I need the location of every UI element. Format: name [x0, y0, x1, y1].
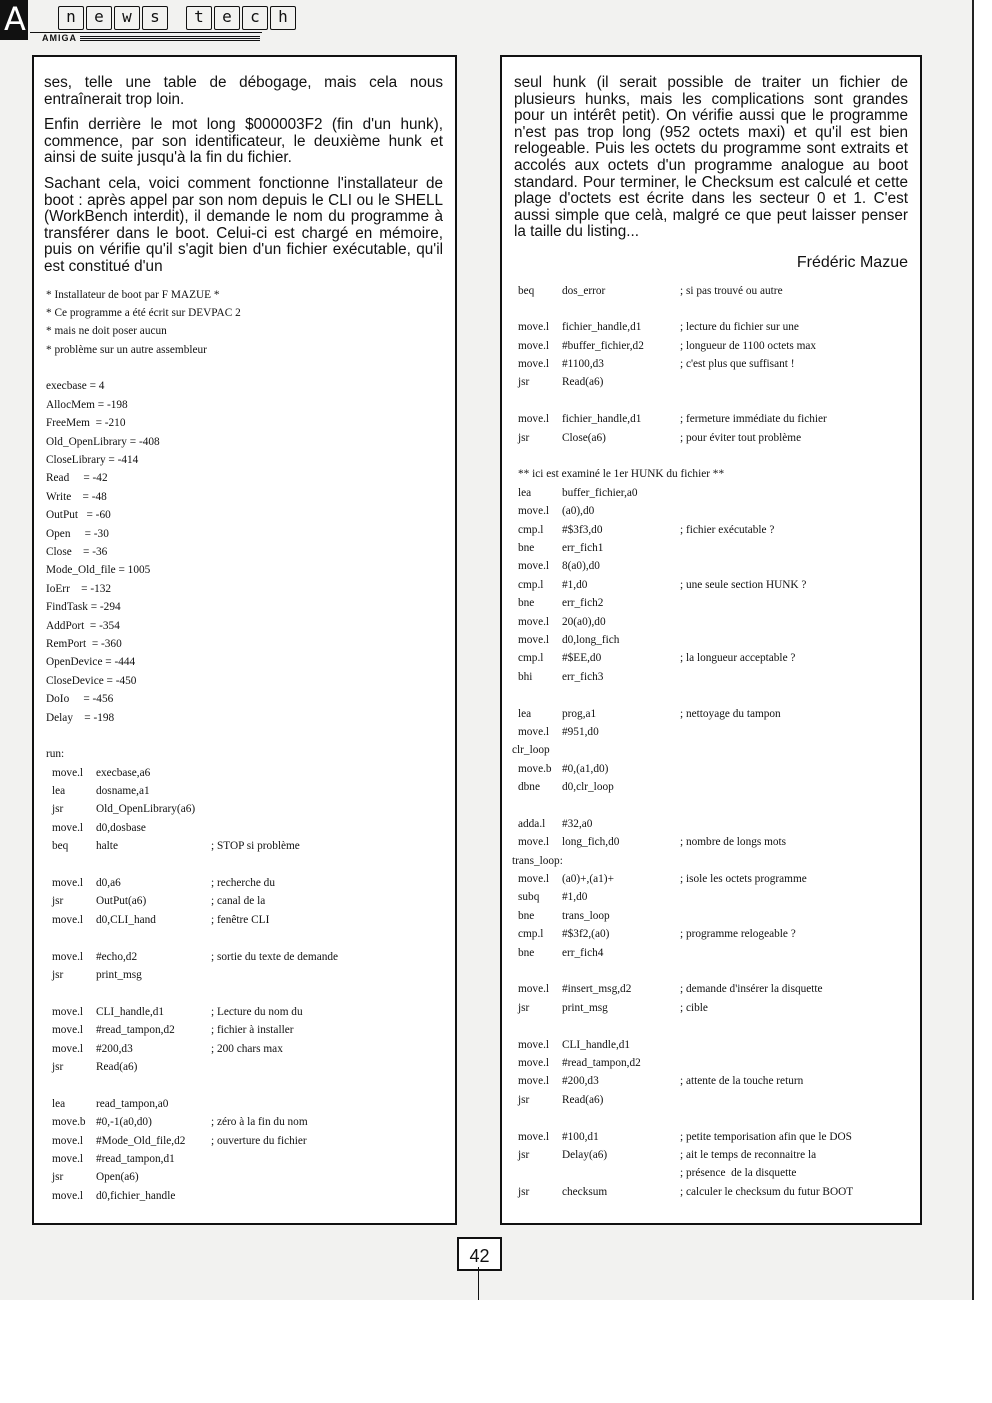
code-operand: trans_loop: [562, 909, 610, 922]
code-line: FindTask = -294: [46, 601, 121, 614]
code-operand: #1,d0: [562, 578, 588, 591]
code-opcode: jsr: [518, 1148, 530, 1161]
code-spacer: [512, 447, 920, 465]
code-line: [46, 764, 455, 782]
code-operand: 20(a0),d0: [562, 615, 606, 628]
left-column: [32, 55, 457, 1225]
logo-spacer: [170, 6, 184, 28]
code-line: [512, 1164, 920, 1182]
code-opcode: move.l: [518, 983, 550, 996]
code-opcode: move.l: [518, 358, 550, 371]
code-opcode: move.l: [518, 1056, 550, 1069]
code-line: CloseLibrary = -414: [46, 454, 139, 467]
code-spacer: [512, 796, 920, 814]
code-line: IoErr = -132: [46, 582, 112, 595]
code-line: RemPort = -360: [46, 637, 122, 650]
code-operand: print_msg: [562, 1001, 608, 1014]
code-opcode: jsr: [52, 968, 64, 981]
code-comment: ; programme relogeable ?: [680, 928, 796, 941]
code-opcode: move.l: [52, 1134, 84, 1147]
code-line: [512, 1072, 920, 1090]
code-operand: Old_OpenLibrary(a6): [96, 803, 196, 816]
code-line: [512, 557, 920, 575]
code-line: Close = -36: [46, 546, 108, 558]
code-opcode: cmp.l: [518, 928, 544, 941]
logo-letter-box: e: [214, 6, 240, 30]
code-opcode: cmp.l: [518, 652, 544, 665]
code-line: [512, 1054, 920, 1072]
code-operand: #0,-1(a0,d0): [96, 1116, 152, 1129]
code-operand: #100,d1: [562, 1130, 599, 1143]
code-line: [512, 723, 920, 741]
code-comment: ; calculer le checksum du futur BOOT: [680, 1185, 854, 1198]
code-opcode: jsr: [518, 1185, 530, 1198]
code-line: [512, 613, 920, 631]
code-opcode: move.l: [52, 766, 84, 779]
code-operand: (a0)+,(a1)+: [562, 873, 614, 886]
code-spacer: [512, 392, 920, 410]
logo-letter-box: c: [242, 6, 268, 30]
logo-letter-box: h: [270, 6, 296, 30]
code-spacer: [512, 686, 920, 704]
code-comment: ; la longueur acceptable ?: [680, 652, 796, 665]
code-opcode: move.l: [52, 1152, 84, 1165]
code-comment: ; présence de la disquette: [680, 1167, 797, 1180]
code-line: [512, 576, 920, 594]
code-operand: read_tampon,a0: [96, 1097, 169, 1110]
code-operand: dosname,a1: [96, 785, 150, 798]
code-opcode: dbne: [518, 781, 540, 794]
code-line: [512, 649, 920, 667]
code-operand: 8(a0),d0: [562, 560, 600, 573]
code-line: [46, 1040, 455, 1058]
code-line: [512, 760, 920, 778]
code-line: [46, 1058, 455, 1076]
code-operand: CLI_handle,d1: [562, 1038, 631, 1051]
code-line: [46, 800, 455, 818]
code-operand: buffer_fichier,a0: [562, 486, 638, 499]
code-operand: halte: [96, 840, 118, 853]
code-line: [512, 1146, 920, 1164]
code-line: execbase = 4: [46, 380, 105, 393]
code-line: [46, 948, 455, 966]
code-line: Old_OpenLibrary = -408: [46, 435, 160, 448]
code-operand: #read_tampon,d2: [562, 1056, 641, 1069]
code-line: Mode_Old_file = 1005: [46, 564, 151, 577]
code-opcode: subq: [518, 891, 540, 904]
code-line: Delay = -198: [46, 711, 115, 724]
code-line: [46, 892, 455, 910]
code-line: OpenDevice = -444: [46, 656, 136, 669]
code-line: FreeMem = -210: [46, 417, 126, 430]
code-operand: CLI_handle,d1: [96, 1005, 165, 1018]
code-line: [46, 1132, 455, 1150]
code-comment: ; fermeture immédiate du fichier: [680, 413, 827, 426]
code-line: [512, 355, 920, 373]
code-line: [46, 1113, 455, 1131]
magazine-header-logo: [0, 0, 288, 44]
code-opcode: jsr: [52, 803, 64, 816]
code-comment: ; petite temporisation afin que le DOS: [680, 1130, 852, 1143]
logo-letter-box: e: [86, 6, 112, 30]
code-operand: d0,fichier_handle: [96, 1189, 176, 1202]
code-operand: #echo,d2: [96, 950, 138, 963]
code-operand: d0,dosbase: [96, 821, 146, 834]
code-opcode: move.l: [518, 1075, 550, 1088]
code-line: [512, 1128, 920, 1146]
code-line: [512, 594, 920, 612]
code-line: [512, 705, 920, 723]
code-opcode: move.l: [52, 1005, 84, 1018]
code-operand: d0,a6: [96, 877, 121, 890]
code-line: [46, 874, 455, 892]
code-line: [512, 282, 920, 300]
brand-label: AMIGA: [42, 33, 77, 43]
code-line: [46, 911, 455, 929]
code-opcode: jsr: [518, 431, 530, 444]
code-line: [512, 318, 920, 336]
code-comment: ; 200 chars max: [211, 1042, 283, 1055]
code-line: AllocMem = -198: [46, 398, 128, 411]
code-comment: ; canal de la: [211, 895, 266, 908]
code-opcode: move.b: [52, 1116, 86, 1129]
code-opcode: lea: [52, 1097, 66, 1110]
code-opcode: move.l: [518, 725, 550, 738]
code-line: [46, 837, 455, 855]
code-opcode: bne: [518, 542, 535, 554]
code-opcode: move.l: [518, 339, 550, 352]
code-line: ** ici est examiné le 1er HUNK du fichier **: [518, 468, 725, 481]
code-line: [46, 1095, 455, 1113]
code-line: [512, 337, 920, 355]
code-opcode: move.l: [52, 877, 84, 890]
code-operand: Read(a6): [562, 1093, 604, 1106]
code-line: [512, 980, 920, 998]
code-operand: #32,a0: [562, 817, 593, 830]
code-operand: err_fich3: [562, 670, 604, 683]
code-comment: ; ait le temps de reconnaitre la: [680, 1148, 817, 1161]
code-line: [46, 819, 455, 837]
code-line: [512, 925, 920, 943]
code-operand: #read_tampon,d1: [96, 1152, 175, 1165]
code-opcode: jsr: [52, 1060, 64, 1073]
code-comment: ; recherche du: [211, 877, 275, 890]
code-line: * Installateur de boot par F MAZUE *: [46, 288, 220, 301]
code-line: * mais ne doit poser aucun: [46, 325, 167, 338]
code-operand: print_msg: [96, 968, 142, 981]
code-comment: ; STOP si problème: [211, 840, 300, 853]
code-operand: #$3f2,(a0): [562, 928, 610, 941]
code-line: [46, 1187, 455, 1205]
code-operand: dos_error: [562, 284, 606, 297]
code-opcode: bne: [518, 597, 535, 610]
code-operand: execbase,a6: [96, 766, 151, 779]
code-comment: ; cible: [680, 1001, 708, 1014]
code-line: [512, 484, 920, 502]
code-comment: ; c'est plus que suffisant !: [680, 358, 795, 371]
code-comment: ; si pas trouvé ou autre: [680, 284, 783, 297]
code-opcode: move.l: [518, 633, 550, 646]
code-comment: ; nombre de longs mots: [680, 836, 787, 849]
code-line: [512, 833, 920, 851]
code-line: Write = -48: [46, 490, 107, 503]
code-line: [512, 907, 920, 925]
code-comment: ; pour éviter tout problème: [680, 431, 802, 444]
code-operand: (a0),d0: [562, 505, 595, 518]
code-spacer: [512, 1017, 920, 1035]
code-opcode: lea: [52, 785, 66, 798]
code-operand: Read(a6): [562, 376, 604, 389]
article-text-left: [34, 57, 455, 276]
code-operand: Close(a6): [562, 431, 606, 444]
paragraph: seul hunk (il serait possible de traiter un fichier de plusieurs hunks, mais les complications sont grandes pour un intérêt petit). On vérifie aussi que le programme n'est pas trop long (952 octets maxi) et qu'il est bien relogeable. Puis les octets du programme sont extraits et accolés aux octets d'un programme analogue au boot standard. Pour terminer, le Checksum est calculé et cette plage d'octets est écrite dans les secteur 0 et 1. C'est aussi simple que celà, malgré ce que peut laisser penser la taille du listing...: [514, 74, 908, 241]
page-bottom-margin: [0, 1300, 992, 1403]
brand-stripes: [80, 36, 260, 41]
code-line: [46, 782, 455, 800]
code-line: [46, 1168, 455, 1186]
code-operand: Read(a6): [96, 1060, 138, 1073]
code-operand: #Mode_Old_file,d2: [96, 1134, 186, 1147]
logo-letter: A: [4, 0, 26, 38]
code-spacer: [46, 1076, 455, 1094]
code-operand: err_fich1: [562, 542, 604, 554]
author-signature: Frédéric Mazue: [796, 253, 908, 271]
code-line: [512, 373, 920, 391]
code-line: [512, 1183, 920, 1201]
code-operand: OutPut(a6): [96, 895, 147, 908]
code-line: [512, 888, 920, 906]
code-opcode: move.l: [518, 505, 550, 518]
code-operand: d0,CLI_hand: [96, 913, 156, 926]
code-line: [46, 1150, 455, 1168]
code-opcode: jsr: [52, 895, 64, 908]
code-comment: ; sortie du texte de demande: [211, 950, 339, 963]
page-number: 42: [457, 1237, 502, 1271]
code-spacer: [512, 1109, 920, 1127]
code-comment: ; une seule section HUNK ?: [680, 578, 807, 591]
code-operand: #951,d0: [562, 725, 599, 738]
code-opcode: bne: [518, 946, 535, 959]
code-spacer: [512, 962, 920, 980]
code-opcode: adda.l: [518, 817, 546, 830]
code-line: [512, 668, 920, 686]
code-line: trans_loop:: [512, 854, 563, 867]
code-comment: ; demande d'insérer la disquette: [680, 983, 823, 996]
code-opcode: move.l: [52, 1189, 84, 1202]
code-opcode: jsr: [518, 376, 530, 389]
code-operand: long_fich,d0: [562, 836, 620, 849]
code-line: CloseDevice = -450: [46, 674, 137, 687]
code-spacer: [46, 359, 455, 377]
code-opcode: bhi: [518, 670, 533, 683]
code-comment: ; fenêtre CLI: [211, 913, 270, 926]
code-comment: ; lecture du fichier sur une: [680, 321, 799, 334]
logo-letter-box: t: [186, 6, 212, 30]
code-listing-right: [502, 282, 920, 1202]
code-opcode: move.l: [518, 836, 550, 849]
code-operand: Delay(a6): [562, 1148, 608, 1161]
paragraph: Sachant cela, voici comment fonctionne l'installateur de boot : après appel par son nom depuis le CLI ou le SHELL (WorkBench interdit), il demande le nom du programme à transférer dans le boot. Celui-ci est chargé en mémoire, puis on vérifie qu'il s'agit bien d'un fichier exécutable, qu'il est constitué d'un: [44, 174, 443, 275]
code-operand: #read_tampon,d2: [96, 1024, 175, 1037]
code-operand: #buffer_fichier,d2: [562, 339, 644, 352]
code-opcode: move.l: [52, 913, 84, 926]
code-spacer: [46, 727, 455, 745]
code-operand: err_fich2: [562, 597, 604, 610]
code-opcode: jsr: [518, 1001, 530, 1014]
code-opcode: move.l: [518, 1038, 550, 1051]
code-line: OutPut = -60: [46, 509, 111, 522]
code-line: [512, 1036, 920, 1054]
code-comment: ; nettoyage du tampon: [680, 707, 781, 720]
code-line: [46, 1021, 455, 1039]
code-line: * Ce programme a été écrit sur DEVPAC 2: [46, 306, 241, 319]
code-line: * problème sur un autre assembleur: [46, 343, 207, 356]
logo-letter-box: n: [58, 6, 84, 30]
code-spacer: [512, 300, 920, 318]
code-operand: #200,d3: [96, 1042, 133, 1055]
page-number-rule: [478, 1267, 479, 1300]
code-opcode: jsr: [518, 1093, 530, 1106]
code-line: [512, 944, 920, 962]
code-line: [512, 502, 920, 520]
code-operand: #$EE,d0: [562, 652, 602, 665]
code-opcode: move.l: [518, 1130, 550, 1143]
code-opcode: move.l: [518, 413, 550, 426]
code-line: Open = -30: [46, 527, 109, 540]
code-opcode: beq: [52, 840, 69, 853]
article-text-right: [502, 57, 920, 272]
code-comment: ; isole les octets programme: [680, 873, 807, 886]
code-comment: ; longueur de 1100 octets max: [680, 339, 817, 352]
code-opcode: move.l: [52, 821, 84, 834]
logo-letter-box: w: [114, 6, 140, 30]
code-operand: checksum: [562, 1185, 608, 1198]
code-operand: d0,clr_loop: [562, 781, 614, 794]
code-line: [512, 1091, 920, 1109]
code-opcode: bne: [518, 909, 535, 922]
code-spacer: [46, 929, 455, 947]
code-opcode: lea: [518, 486, 532, 499]
code-operand: #200,d3: [562, 1075, 599, 1088]
code-operand: #0,(a1,d0): [562, 762, 609, 775]
code-opcode: cmp.l: [518, 523, 544, 536]
code-opcode: move.l: [518, 873, 550, 886]
code-comment: ; fichier à installer: [211, 1024, 294, 1037]
code-comment: ; ouverture du fichier: [211, 1134, 307, 1147]
code-operand: #1,d0: [562, 891, 588, 904]
code-line: [512, 631, 920, 649]
code-opcode: move.l: [518, 321, 550, 334]
code-opcode: jsr: [52, 1171, 64, 1184]
right-column: [500, 55, 922, 1225]
code-line: Read = -42: [46, 472, 108, 485]
code-line: [46, 966, 455, 984]
page-right-edge: [972, 0, 992, 1300]
code-opcode: move.l: [518, 615, 550, 628]
code-opcode: move.l: [52, 1042, 84, 1055]
code-operand: err_fich4: [562, 946, 604, 959]
code-line: [512, 999, 920, 1017]
code-operand: #$3f3,d0: [562, 523, 603, 536]
code-line: run:: [46, 748, 65, 761]
code-comment: ; attente de la touche return: [680, 1075, 804, 1088]
code-line: [512, 539, 920, 557]
code-opcode: move.l: [52, 950, 84, 963]
code-opcode: lea: [518, 707, 532, 720]
logo-letter-box: s: [142, 6, 168, 30]
code-line: [512, 410, 920, 428]
code-opcode: cmp.l: [518, 578, 544, 591]
code-operand: fichier_handle,d1: [562, 413, 642, 426]
code-comment: ; zéro à la fin du nom: [211, 1116, 308, 1129]
code-opcode: beq: [518, 284, 535, 297]
code-operand: #1100,d3: [562, 358, 604, 371]
code-line: DoIo = -456: [46, 693, 114, 706]
code-opcode: move.b: [518, 762, 552, 775]
code-line: [512, 521, 920, 539]
code-line: clr_loop: [512, 744, 550, 757]
paragraph: Enfin derrière le mot long $000003F2 (fin d'un hunk), commence, par son identificateur, le deuxième hunk et ainsi de suite jusqu'à la fin du fichier.: [44, 116, 443, 167]
code-spacer: [46, 984, 455, 1002]
code-comment: ; fichier exécutable ?: [680, 523, 775, 536]
code-operand: prog,a1: [562, 707, 597, 720]
code-operand: #insert_msg,d2: [562, 983, 632, 996]
code-line: [512, 815, 920, 833]
code-listing-left: [34, 286, 455, 1206]
paragraph: ses, telle une table de débogage, mais cela nous entraînerait trop loin.: [44, 74, 443, 108]
code-line: [46, 1003, 455, 1021]
code-comment: ; Lecture du nom du: [211, 1005, 303, 1018]
code-operand: fichier_handle,d1: [562, 321, 642, 334]
code-opcode: move.l: [518, 560, 550, 573]
code-line: AddPort = -354: [46, 619, 120, 632]
code-spacer: [46, 856, 455, 874]
logo-word: [58, 6, 296, 30]
code-operand: Open(a6): [96, 1171, 139, 1184]
code-line: [512, 778, 920, 796]
code-line: [512, 429, 920, 447]
code-line: [512, 870, 920, 888]
code-operand: d0,long_fich: [562, 633, 620, 646]
code-opcode: move.l: [52, 1024, 84, 1037]
